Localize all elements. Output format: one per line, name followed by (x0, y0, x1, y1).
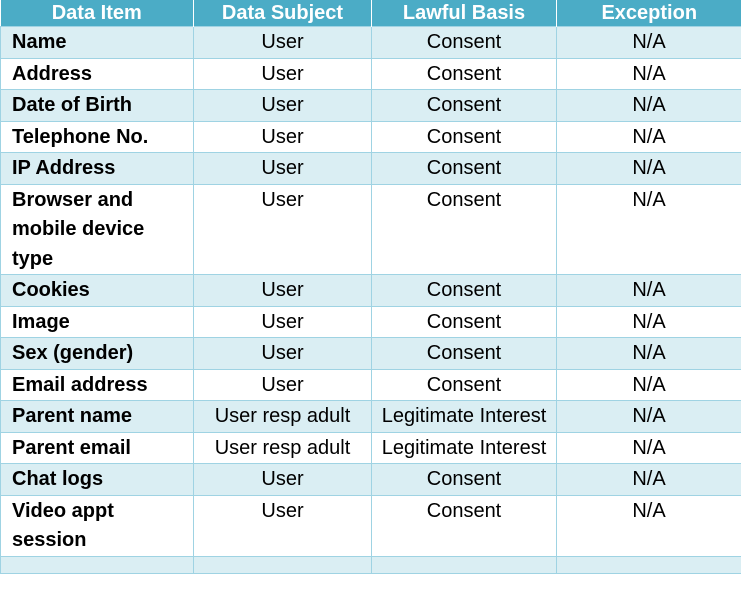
cell-data-subject: User resp adult (194, 401, 372, 433)
header-data-subject: Data Subject (194, 0, 372, 27)
table-row (1, 184, 741, 275)
cell-data-item: Name (1, 27, 194, 59)
table-row (1, 90, 741, 122)
cell-data-subject: User (194, 153, 372, 185)
table-row (1, 432, 741, 464)
cell-data-subject: User (194, 338, 372, 370)
cell-data-item: Video appt session (1, 495, 194, 556)
cell-data-item: Date of Birth (1, 90, 194, 122)
cell-lawful-basis: Consent (372, 27, 557, 59)
empty-cell (194, 556, 372, 573)
table-row (1, 121, 741, 153)
cell-data-item: Telephone No. (1, 121, 194, 153)
cell-lawful-basis: Legitimate Interest (372, 432, 557, 464)
cell-exception: N/A (557, 58, 741, 90)
cell-data-item: Image (1, 306, 194, 338)
cell-data-subject: User (194, 306, 372, 338)
cell-data-item: Parent email (1, 432, 194, 464)
cell-exception: N/A (557, 90, 741, 122)
header-lawful-basis: Lawful Basis (372, 0, 557, 27)
cell-data-subject: User (194, 58, 372, 90)
cell-data-subject: User resp adult (194, 432, 372, 464)
cell-exception: N/A (557, 338, 741, 370)
cell-lawful-basis: Consent (372, 495, 557, 556)
cell-exception: N/A (557, 432, 741, 464)
cell-exception: N/A (557, 121, 741, 153)
cell-data-item: Parent name (1, 401, 194, 433)
cell-data-subject: User (194, 121, 372, 153)
empty-cell (1, 556, 194, 573)
cell-lawful-basis: Consent (372, 369, 557, 401)
cell-data-subject: User (194, 184, 372, 275)
table-row (1, 58, 741, 90)
cell-data-subject: User (194, 495, 372, 556)
cell-data-subject: User (194, 90, 372, 122)
table-row (1, 153, 741, 185)
empty-cell (557, 556, 741, 573)
cell-lawful-basis: Consent (372, 338, 557, 370)
cell-data-item: Cookies (1, 275, 194, 307)
cell-lawful-basis: Consent (372, 58, 557, 90)
cell-exception: N/A (557, 401, 741, 433)
cell-lawful-basis: Consent (372, 306, 557, 338)
cell-data-item: Address (1, 58, 194, 90)
cell-data-subject: User (194, 369, 372, 401)
table-row (1, 369, 741, 401)
table-row (1, 306, 741, 338)
cell-data-subject: User (194, 27, 372, 59)
table-row (1, 401, 741, 433)
cell-data-subject: User (194, 464, 372, 496)
cell-exception: N/A (557, 184, 741, 275)
cell-data-item: Chat logs (1, 464, 194, 496)
header-exception: Exception (557, 0, 741, 27)
cell-data-item: Email address (1, 369, 194, 401)
cell-data-subject: User (194, 275, 372, 307)
cell-data-item: Browser and mobile device type (1, 184, 194, 275)
cell-exception: N/A (557, 306, 741, 338)
empty-cell (372, 556, 557, 573)
cell-lawful-basis: Legitimate Interest (372, 401, 557, 433)
header-data-item: Data Item (1, 0, 194, 27)
cell-data-item: IP Address (1, 153, 194, 185)
cell-lawful-basis: Consent (372, 184, 557, 275)
table-row (1, 464, 741, 496)
cell-exception: N/A (557, 153, 741, 185)
cell-exception: N/A (557, 369, 741, 401)
table-row (1, 275, 741, 307)
table-row-partial (1, 556, 741, 573)
cell-exception: N/A (557, 275, 741, 307)
cell-lawful-basis: Consent (372, 464, 557, 496)
cell-lawful-basis: Consent (372, 121, 557, 153)
cell-data-item: Sex (gender) (1, 338, 194, 370)
cell-exception: N/A (557, 27, 741, 59)
cell-exception: N/A (557, 495, 741, 556)
table-row (1, 338, 741, 370)
table-row (1, 27, 741, 59)
cell-lawful-basis: Consent (372, 153, 557, 185)
cell-lawful-basis: Consent (372, 275, 557, 307)
cell-exception: N/A (557, 464, 741, 496)
cell-lawful-basis: Consent (372, 90, 557, 122)
header-row (1, 0, 741, 27)
table-row (1, 495, 741, 556)
